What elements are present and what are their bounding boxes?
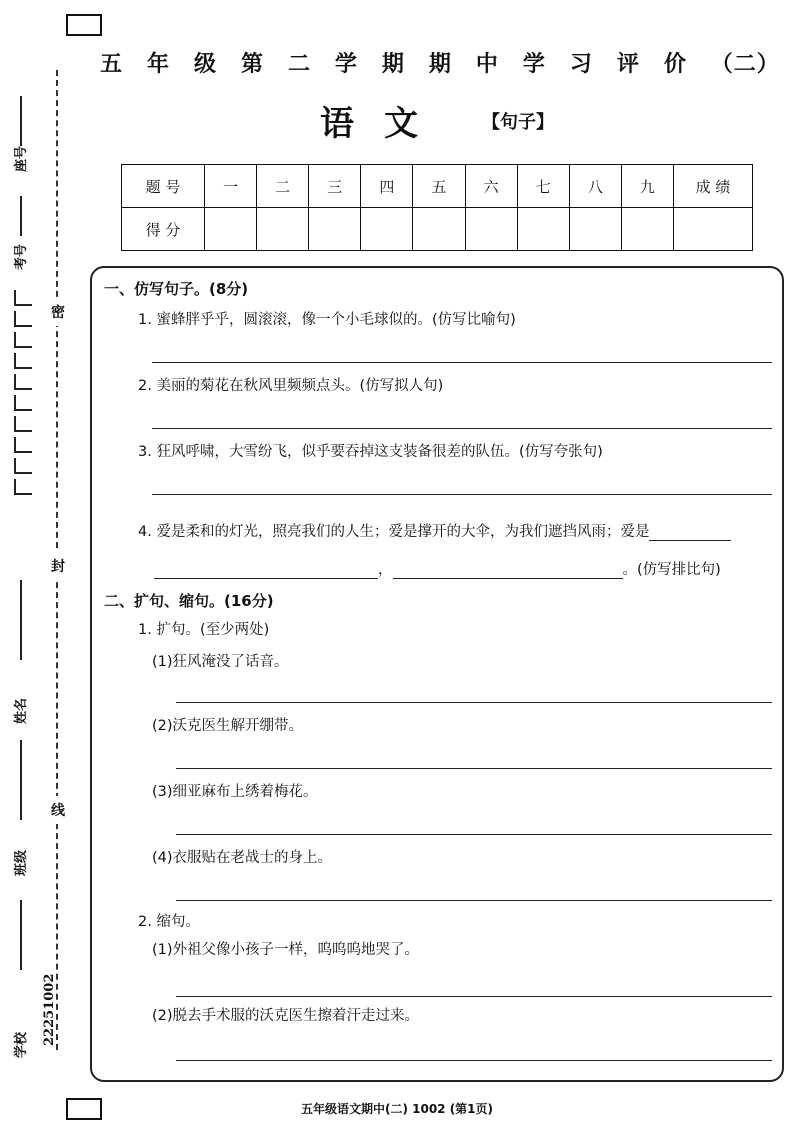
answer-line[interactable]: [176, 768, 772, 769]
expand-item-1: (1)狂风淹没了话音。: [152, 654, 289, 670]
condense-item-1: (1)外祖父像小孩子一样，呜呜呜地哭了。: [152, 942, 420, 958]
side-label-seat: 座号: [14, 145, 29, 172]
question-1-4-text: 4. 爱是柔和的灯光，照亮我们的人生；爱是撑开的大伞，为我们遮挡风雨；爱是: [138, 524, 650, 540]
condense-item-2: (2)脱去手术服的沃克医生擦着汗走过来。: [152, 1008, 420, 1024]
title-char: 级: [193, 50, 217, 77]
score-cell: 九: [621, 165, 673, 208]
score-cell: 三: [309, 165, 361, 208]
answer-line[interactable]: [152, 362, 772, 363]
answer-line[interactable]: [152, 428, 772, 429]
expand-item-2: (2)沃克医生解开绷带。: [152, 718, 304, 734]
section1-heading: 一、仿写句子。(8分): [104, 280, 249, 298]
score-row-label: 得 分: [122, 208, 205, 251]
binding-char-seal: 密: [51, 298, 65, 326]
side-field-name-top[interactable]: [20, 580, 22, 660]
title-char: 二: [287, 50, 311, 77]
score-input-cell[interactable]: [361, 208, 413, 251]
score-cell: 六: [465, 165, 517, 208]
score-input-cell[interactable]: [621, 208, 673, 251]
side-field-class[interactable]: [20, 740, 22, 820]
answer-line[interactable]: [176, 834, 772, 835]
side-field-exam-number[interactable]: [20, 196, 22, 236]
title-char: 第: [240, 50, 264, 77]
side-field-school[interactable]: [20, 900, 22, 970]
side-code: 22251002: [42, 973, 57, 1046]
expand-item-4: (4)衣服贴在老战士的身上。: [152, 850, 333, 866]
score-input-cell[interactable]: [465, 208, 517, 251]
score-cell: 二: [257, 165, 309, 208]
score-cell: 一: [205, 165, 257, 208]
answer-line[interactable]: [176, 996, 772, 997]
score-cell: 五: [413, 165, 465, 208]
score-input-cell[interactable]: [309, 208, 361, 251]
side-label-name: 姓名: [14, 697, 29, 724]
question-1-4-comma: ，: [378, 562, 393, 578]
question-1-4-continued: [154, 558, 721, 579]
score-input-cell[interactable]: [517, 208, 569, 251]
side-label-exam-number: 考号: [14, 243, 29, 270]
title-char: 评: [616, 50, 640, 77]
score-cell: 八: [569, 165, 621, 208]
answer-line[interactable]: [176, 702, 772, 703]
score-cell: 题 号: [122, 165, 205, 208]
score-table: [121, 164, 753, 251]
title-char: （二）: [710, 50, 780, 77]
category-label: 【句子】: [482, 112, 554, 133]
question-1-1: 1. 蜜蜂胖乎乎，圆滚滚，像一个小毛球似的。(仿写比喻句): [138, 312, 516, 328]
title-char: 习: [569, 50, 593, 77]
title-char: 学: [334, 50, 358, 77]
binding-char-line: 线: [51, 796, 65, 824]
answer-blank[interactable]: [154, 562, 378, 579]
expand-item-3: (3)细亚麻布上绣着梅花。: [152, 784, 318, 800]
corner-box-top: [66, 14, 102, 36]
score-input-cell[interactable]: [257, 208, 309, 251]
title-char: 中: [475, 50, 499, 77]
question-1-4: [138, 520, 731, 541]
title-char: 年: [146, 50, 170, 77]
section2-heading: 二、扩句、缩句。(16分): [104, 592, 274, 610]
answer-blank[interactable]: [649, 524, 731, 541]
side-field-seat[interactable]: [20, 96, 22, 146]
score-cell: 四: [361, 165, 413, 208]
answer-line[interactable]: [176, 1060, 772, 1061]
score-cell: 成 绩: [674, 165, 753, 208]
side-label-class: 班级: [14, 849, 29, 876]
exam-number-boxes[interactable]: [14, 290, 32, 500]
title-char: 学: [522, 50, 546, 77]
score-input-cell[interactable]: [674, 208, 753, 251]
score-input-cell[interactable]: [413, 208, 465, 251]
score-input-cell[interactable]: [205, 208, 257, 251]
subject-title: 语文: [320, 104, 448, 144]
subsection-condense: 2. 缩句。: [138, 914, 200, 930]
answer-blank[interactable]: [393, 562, 623, 579]
side-label-school: 学校: [14, 1031, 29, 1058]
score-table-header-row: [122, 165, 753, 208]
answer-line[interactable]: [152, 494, 772, 495]
title-char: 价: [663, 50, 687, 77]
score-table-score-row: [122, 208, 753, 251]
answer-line[interactable]: [176, 900, 772, 901]
question-1-3: 3. 狂风呼啸，大雪纷飞，似乎要吞掉这支装备很差的队伍。(仿写夸张句): [138, 444, 603, 460]
page-footer: 五年级语文期中(二) 1002 (第1页): [300, 1102, 494, 1116]
page-title: [100, 44, 780, 80]
subsection-expand: 1. 扩句。(至少两处): [138, 622, 270, 638]
title-char: 五: [100, 50, 124, 77]
question-1-2: 2. 美丽的菊花在秋风里频频点头。(仿写拟人句): [138, 378, 444, 394]
title-char: 期: [381, 50, 405, 77]
score-input-cell[interactable]: [569, 208, 621, 251]
question-1-4-end: 。(仿写排比句): [622, 562, 721, 578]
binding-char-close: 封: [51, 552, 65, 580]
title-char: 期: [428, 50, 452, 77]
score-cell: 七: [517, 165, 569, 208]
